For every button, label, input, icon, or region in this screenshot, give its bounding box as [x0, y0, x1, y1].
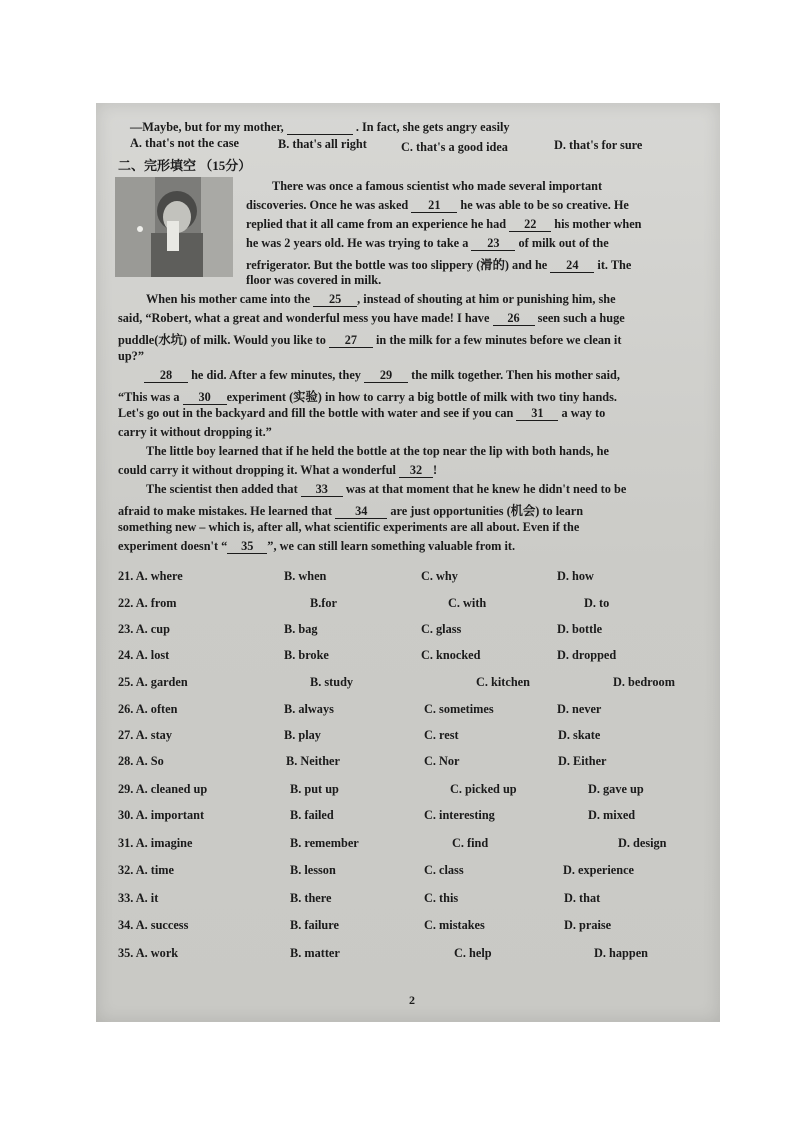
option-28-b: B. Neither	[286, 754, 340, 768]
option-b: B. that's all right	[278, 137, 367, 151]
option-26-a: 26. A. often	[118, 702, 178, 716]
p4-line-1: The little boy learned that if he held the bottle at the top near the lip with both hands, he	[146, 444, 609, 458]
option-31-c: C. find	[452, 836, 489, 850]
p2-line-4: up?”	[118, 349, 144, 363]
option-32-b: B. lesson	[290, 863, 336, 877]
option-34-c: C. mistakes	[424, 918, 485, 932]
p1-line-2: discoveries. Once he was asked 21 he was able to be so creative. He	[246, 198, 629, 212]
blank-26: 26	[493, 312, 535, 326]
p3-line-2: “This was a 30 experiment (实验) in how to carry a big bottle of milk with two tiny hands.	[118, 390, 618, 404]
blank-34: 34	[335, 505, 387, 519]
p5-line-2: afraid to make mistakes. He learned that 34 are just opportunities (机会) to learn	[118, 504, 584, 518]
option-33-b: B. there	[290, 891, 332, 905]
option-24-b: B. broke	[284, 648, 329, 662]
blank-27: 27	[329, 334, 373, 348]
option-26-d: D. never	[557, 702, 602, 716]
option-22-b: B.for	[310, 596, 337, 610]
p1-line-5: refrigerator. But the bottle was too slippery (滑的) and he 24 it. The	[246, 258, 632, 272]
p1-line-6: floor was covered in milk.	[246, 273, 382, 287]
blank-35: 35	[227, 540, 267, 554]
blank-21: 21	[411, 199, 457, 213]
blank-30: 30	[183, 391, 227, 405]
option-27-a: 27. A. stay	[118, 728, 172, 742]
option-29-a: 29. A. cleaned up	[118, 782, 208, 796]
option-28-d: D. Either	[558, 754, 607, 768]
option-30-b: B. failed	[290, 808, 334, 822]
option-25-c: C. kitchen	[476, 675, 530, 689]
blank-31: 31	[516, 407, 558, 421]
blank-22: 22	[509, 218, 551, 232]
option-21-a: 21. A. where	[118, 569, 183, 583]
option-21-b: B. when	[284, 569, 327, 583]
p1-line-4: he was 2 years old. He was trying to take a 23 of milk out of the	[246, 236, 609, 250]
option-30-c: C. interesting	[424, 808, 495, 822]
option-27-c: C. rest	[424, 728, 459, 742]
option-a: A. that's not the case	[130, 136, 239, 150]
option-29-d: D. gave up	[588, 782, 644, 796]
blank-23: 23	[471, 237, 515, 251]
option-32-d: D. experience	[563, 863, 635, 877]
dialog-text-end: . In fact, she gets angry easily	[355, 120, 510, 134]
option-25-b: B. study	[310, 675, 354, 689]
blank-25: 25	[313, 293, 357, 307]
option-24-a: 24. A. lost	[118, 648, 170, 662]
option-c: C. that's a good idea	[401, 140, 508, 154]
page-number: 2	[409, 993, 415, 1007]
option-23-c: C. glass	[421, 622, 462, 636]
option-34-b: B. failure	[290, 918, 339, 932]
option-31-a: 31. A. imagine	[118, 836, 193, 850]
option-30-d: D. mixed	[588, 808, 636, 822]
option-22-c: C. with	[448, 596, 487, 610]
option-35-b: B. matter	[290, 946, 340, 960]
option-23-b: B. bag	[284, 622, 318, 636]
blank-24: 24	[550, 259, 594, 273]
p5-line-3: something new – which is, after all, what scientific experiments are all about. Even if the	[118, 520, 580, 534]
option-22-d: D. to	[584, 596, 610, 610]
option-28-a: 28. A. So	[118, 754, 164, 768]
option-31-d: D. design	[618, 836, 667, 850]
section-title: 二、完形填空	[118, 158, 197, 173]
blank-32: 32	[399, 464, 433, 478]
option-25-a: 25. A. garden	[118, 675, 188, 689]
exam-page	[96, 103, 720, 1022]
option-35-a: 35. A. work	[118, 946, 179, 960]
option-27-d: D. skate	[558, 728, 601, 742]
option-33-d: D. that	[564, 891, 601, 905]
p4-line-2: could carry it without dropping it. What a wonderful 32 !	[118, 463, 438, 477]
option-33-c: C. this	[424, 891, 459, 905]
option-26-b: B. always	[284, 702, 334, 716]
option-35-c: C. help	[454, 946, 492, 960]
option-30-a: 30. A. important	[118, 808, 205, 822]
section-heading	[118, 155, 251, 174]
option-28-c: C. Nor	[424, 754, 460, 768]
blank-29: 29	[364, 369, 408, 383]
option-33-a: 33. A. it	[118, 891, 159, 905]
option-31-b: B. remember	[290, 836, 359, 850]
boy-drinking-milk-photo	[115, 177, 233, 277]
option-22-a: 22. A. from	[118, 596, 177, 610]
option-24-c: C. knocked	[421, 648, 481, 662]
p2-line-1: When his mother came into the 25 , instead of shouting at him or punishing him, she	[146, 292, 616, 306]
p3-line-4: carry it without dropping it.”	[118, 425, 272, 439]
p2-line-2: said, “Robert, what a great and wonderful mess you have made! I have 26 seen such a huge	[118, 311, 625, 325]
previous-question-line	[130, 120, 510, 135]
option-d: D. that's for sure	[554, 138, 643, 152]
section-score: （15分）	[199, 158, 252, 173]
option-35-d: D. happen	[594, 946, 648, 960]
option-34-d: D. praise	[564, 918, 612, 932]
p5-line-1: The scientist then added that 33 was at that moment that he knew he didn't need to be	[146, 482, 627, 496]
option-21-c: C. why	[421, 569, 458, 583]
option-24-d: D. dropped	[557, 648, 617, 662]
option-34-a: 34. A. success	[118, 918, 189, 932]
option-23-d: D. bottle	[557, 622, 603, 636]
option-23-a: 23. A. cup	[118, 622, 170, 636]
blank-28: 28	[144, 369, 188, 383]
option-29-b: B. put up	[290, 782, 339, 796]
p3-line-3: Let's go out in the backyard and fill the bottle with water and see if you can 31 a way to	[118, 406, 606, 420]
p5-line-4: experiment doesn't “ 35 ”, we can still learn something valuable from it.	[118, 539, 516, 553]
p1-line-1: There was once a famous scientist who made several important	[272, 179, 603, 193]
option-21-d: D. how	[557, 569, 594, 583]
p1-line-3: replied that it all came from an experience he had 22 his mother when	[246, 217, 642, 231]
p3-line-1: 28 he did. After a few minutes, they 29 the milk together. Then his mother said,	[144, 368, 620, 383]
dialog-text-start: —Maybe, but for my mother,	[130, 120, 284, 134]
option-26-c: C. sometimes	[424, 702, 494, 716]
blank-33: 33	[301, 483, 343, 497]
option-25-d: D. bedroom	[613, 675, 675, 689]
option-32-c: C. class	[424, 863, 464, 877]
option-27-b: B. play	[284, 728, 321, 742]
answer-blank	[287, 121, 353, 135]
option-32-a: 32. A. time	[118, 863, 175, 877]
p2-line-3: puddle(水坑) of milk. Would you like to 27 in the milk for a few minutes before we clean it	[118, 333, 622, 347]
option-29-c: C. picked up	[450, 782, 517, 796]
